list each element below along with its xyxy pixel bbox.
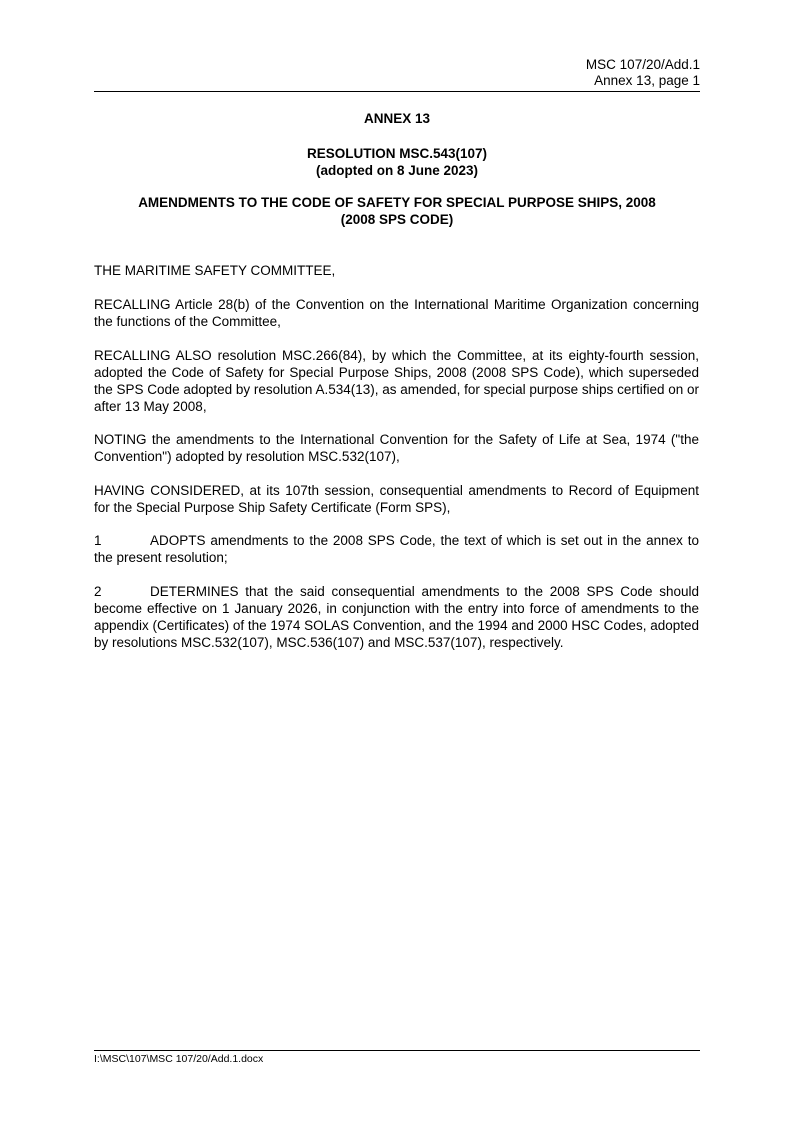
- paragraph-text: DETERMINES that the said consequential amendments to the 2008 SPS Code should become effective on 1 January 2026, in conjunction with the entry into force of amendments to the appendix (Certificates) of the 1974 SOLAS Convention, and the 1994 and 2000 HSC Codes, adopted by resolutions MSC.532(107), MSC.536(107) and MSC.537(107), respectively.: [94, 584, 699, 650]
- committee-line: THE MARITIME SAFETY COMMITTEE,: [94, 263, 336, 278]
- page-header: [94, 57, 700, 89]
- paragraph-number: 2: [94, 584, 102, 599]
- operative-paragraph-1: [94, 532, 699, 566]
- title-line-2: (2008 SPS CODE): [340, 212, 454, 227]
- recalling-also-paragraph: RECALLING ALSO resolution MSC.266(84), by which the Committee, at its eighty-fourth session, adopted the Code of Safety for Special Purpose Ships, 2008 (2008 SPS Code), which superseded the SPS Code adopted by resolution A.534(13), as amended, for special purpose ships certified on or after 13 May 2008,: [94, 348, 699, 414]
- file-path: I:\MSC\107\MSC 107/20/Add.1.docx: [94, 1053, 264, 1065]
- recalling-paragraph: RECALLING Article 28(b) of the Convention on the International Maritime Organization concerning the functions of the Committee,: [94, 297, 699, 329]
- operative-paragraph-2: [94, 583, 699, 651]
- resolution-number: RESOLUTION MSC.543(107): [306, 146, 488, 161]
- having-considered-paragraph: HAVING CONSIDERED, at its 107th session, consequential amendments to Record of Equipment for the Special Purpose Ship Safety Certificate (Form SPS),: [94, 483, 699, 515]
- paragraph-number: 1: [94, 533, 102, 548]
- title-line-1: AMENDMENTS TO THE CODE OF SAFETY FOR SPECIAL PURPOSE SHIPS, 2008: [138, 195, 656, 210]
- footer-divider: [94, 1050, 700, 1051]
- adoption-date: (adopted on 8 June 2023): [315, 163, 479, 178]
- document-reference: MSC 107/20/Add.1: [585, 57, 700, 72]
- noting-paragraph: NOTING the amendments to the International Convention for the Safety of Life at Sea, 1974 ("the Convention") adopted by resolution MSC.532(107),: [94, 432, 699, 464]
- header-divider: [94, 91, 700, 92]
- resolution-heading: [94, 145, 700, 179]
- page-reference: Annex 13, page 1: [594, 73, 700, 88]
- annex-title: ANNEX 13: [363, 111, 431, 126]
- paragraph-text: ADOPTS amendments to the 2008 SPS Code, the text of which is set out in the annex to the present resolution;: [94, 533, 699, 565]
- document-title: [94, 194, 700, 228]
